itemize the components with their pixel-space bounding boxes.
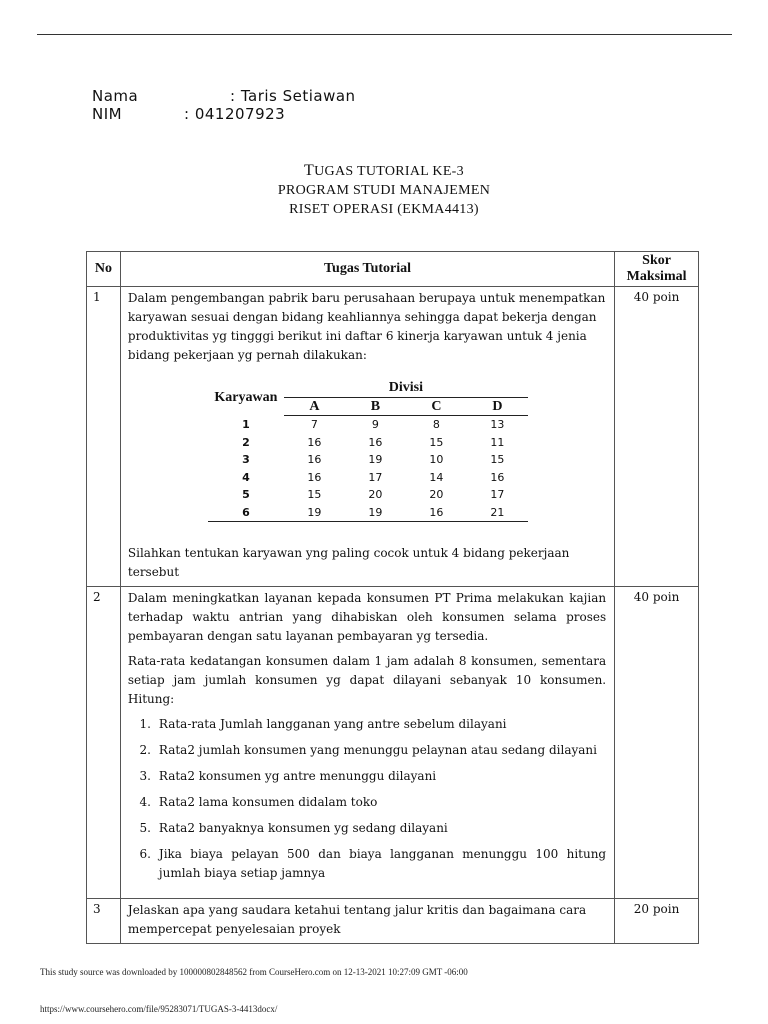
employee-id: 3 — [242, 453, 250, 466]
document-heading — [0, 161, 768, 219]
list-text: Rata2 jumlah konsumen yang menunggu pelaynan atau sedang dilayani — [158, 743, 597, 757]
score-cell: 17 — [368, 470, 383, 484]
list-number: 6. — [139, 847, 151, 861]
score-cell: 16 — [490, 470, 505, 484]
employee-id: 6 — [208, 504, 284, 522]
inner-row — [208, 486, 528, 504]
score-cell: 16 — [307, 435, 322, 449]
employee-id: 5 — [242, 488, 250, 501]
header-score: Skor Maksimal — [615, 252, 699, 287]
score-cell: 8 — [432, 418, 440, 431]
list-text: Rata2 konsumen yg antre menunggu dilayani — [158, 769, 437, 783]
inner-row — [208, 434, 528, 452]
inner-group-header: Divisi — [284, 379, 528, 397]
score-cell: 9 — [371, 418, 379, 431]
task-3-text: Jelaskan apa yang saudara ketahui tentang jalur kritis dan bagaimana cara mempercepat penyelesaian proyek — [127, 903, 587, 936]
task-1-outro: Silahkan tentukan karyawan yng paling cocok untuk 4 bidang pekerjaan tersebut — [127, 546, 570, 579]
inner-row — [208, 451, 528, 469]
nim-value: : 041207923 — [184, 105, 286, 123]
list-text: Jika biaya pelayan 500 dan biaya langganan menunggu 100 hitung jumlah biaya setiap jamnya — [158, 847, 607, 880]
employee-id: 1 — [242, 417, 250, 431]
table-row — [87, 287, 699, 587]
score-cell: 20 — [429, 488, 444, 501]
row-number: 3 — [87, 899, 121, 944]
list-text: Rata2 lama konsumen didalam toko — [158, 795, 378, 809]
score-cell: 13 — [490, 418, 505, 431]
score-cell: 16 — [368, 435, 383, 449]
header-task: Tugas Tutorial — [120, 252, 614, 287]
heading-initial: T — [304, 162, 315, 179]
task-cell — [120, 899, 614, 944]
list-number: 5. — [139, 821, 151, 835]
nim-label: NIM — [92, 105, 123, 123]
download-notice: This study source was downloaded by 100000802848562 from CourseHero.com on 12-13-2021 10:27:09 GMT -06:00 — [40, 967, 468, 977]
heading-line-3: RISET OPERASI (EKMA4413) — [289, 202, 479, 217]
score-cell: 15 — [429, 435, 444, 449]
name-label: Nama — [92, 87, 139, 105]
score-cell: 15 — [490, 453, 505, 466]
list-item — [128, 793, 606, 812]
score-cell: 16 — [307, 453, 322, 466]
task-cell — [120, 587, 614, 899]
employee-id: 4 — [242, 470, 250, 484]
inner-col-header: A — [284, 397, 345, 416]
list-number: 3. — [139, 769, 151, 783]
task-cell — [120, 287, 614, 587]
source-url[interactable]: https://www.coursehero.com/file/95283071/TUGAS-3-4413docx/ — [40, 1004, 278, 1014]
list-item — [128, 819, 606, 838]
list-number: 2. — [139, 743, 151, 757]
top-divider — [37, 34, 732, 35]
score-cell: 16 — [307, 470, 322, 484]
max-score: 40 poin — [615, 587, 699, 899]
table-row — [87, 587, 699, 899]
score-cell: 11 — [490, 435, 505, 449]
row-number: 2 — [87, 587, 121, 899]
inner-row-header: Karyawan — [214, 389, 278, 405]
task-2-paragraph-2: Rata-rata kedatangan konsumen dalam 1 jam adalah 8 konsumen, sementara setiap jam jumlah konsumen yg dapat dilayani sebanyak 10 konsumen. Hitung: — [127, 654, 607, 706]
inner-col-header: C — [406, 397, 467, 416]
score-cell: 17 — [490, 488, 505, 501]
score-cell: 10 — [429, 453, 444, 466]
inner-col-header: D — [467, 397, 528, 416]
score-cell: 7 — [310, 418, 318, 431]
list-number: 1. — [139, 717, 151, 731]
heading-line-1 — [0, 161, 768, 181]
score-cell: 19 — [284, 504, 345, 522]
inner-row — [208, 504, 528, 522]
inner-row — [208, 416, 528, 434]
score-cell: 14 — [429, 470, 444, 484]
score-cell: 21 — [467, 504, 528, 522]
employee-id: 2 — [242, 435, 250, 449]
task-table-header — [87, 252, 699, 287]
list-item — [128, 767, 606, 786]
task-2-paragraph-1: Dalam meningkatkan layanan kepada konsumen PT Prima melakukan kajian terhadap waktu antrian yang dihabiskan oleh konsumen selama proses pembayaran dengan satu layanan pembayaran yg tersedia. — [127, 591, 607, 643]
score-cell: 15 — [307, 488, 322, 501]
list-text: Rata2 banyaknya konsumen yg sedang dilayani — [158, 821, 448, 835]
score-cell: 16 — [406, 504, 467, 522]
list-number: 4. — [139, 795, 151, 809]
score-cell: 19 — [368, 453, 383, 466]
question-list — [128, 715, 606, 883]
max-score: 20 poin — [615, 899, 699, 944]
list-text: Rata-rata Jumlah langganan yang antre sebelum dilayani — [158, 717, 507, 731]
table-row — [87, 899, 699, 944]
employee-division-table — [208, 379, 528, 522]
header-no: No — [87, 252, 121, 287]
score-cell: 19 — [345, 504, 406, 522]
heading-line-1-rest: UGAS TUTORIAL KE-3 — [314, 164, 464, 179]
score-cell: 20 — [368, 488, 383, 501]
task-table — [86, 251, 699, 944]
list-item — [128, 741, 606, 760]
name-value: : Taris Setiawan — [230, 87, 356, 105]
inner-col-header: B — [345, 397, 406, 416]
inner-row — [208, 469, 528, 487]
list-item — [128, 845, 606, 883]
max-score: 40 poin — [615, 287, 699, 587]
list-item — [128, 715, 606, 734]
heading-line-2: PROGRAM STUDI MANAJEMEN — [277, 183, 491, 198]
task-1-intro: Dalam pengembangan pabrik baru perusahaan berupaya untuk menempatkan karyawan sesuai dengan bidang keahliannya sehingga dapat bekerja dengan produktivitas yg tingggi berikut ini daftar 6 kinerja karyawan untuk 4 jenia bidang pekerjaan yg pernah dilakukan: — [127, 291, 606, 362]
row-number: 1 — [87, 287, 121, 587]
